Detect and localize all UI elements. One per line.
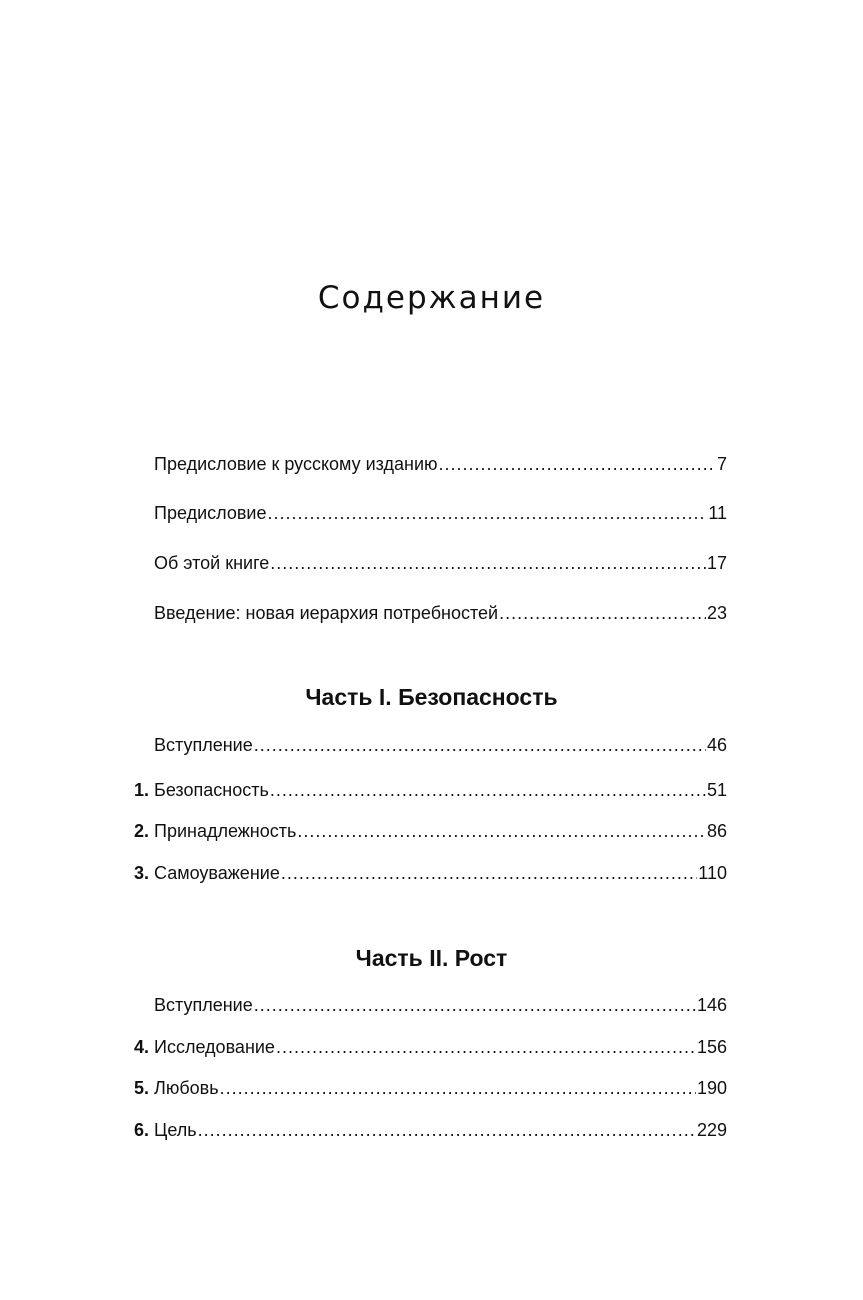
toc-entry-label: Цель xyxy=(154,1120,197,1140)
toc-chapter-number: 6. xyxy=(133,1120,149,1140)
toc-entry-label: Введение: новая иерархия потребностей xyxy=(154,603,499,623)
toc-dot-leader xyxy=(267,501,707,525)
toc-entry-label: Самоуважение xyxy=(154,863,280,883)
toc-entry-label: Безопасность xyxy=(154,780,269,800)
toc-chapter-number: 3. xyxy=(133,863,149,883)
toc-dot-leader xyxy=(270,778,706,802)
toc-entry-chapter-3[interactable] xyxy=(133,861,727,885)
toc-page-number: 7 xyxy=(716,454,727,474)
toc-entry-chapter-5[interactable] xyxy=(133,1076,727,1100)
page-title: Содержание xyxy=(317,280,546,316)
toc-chapter-number: 5. xyxy=(133,1078,149,1098)
toc-page-number: 146 xyxy=(696,995,727,1015)
toc-page-number: 229 xyxy=(696,1120,727,1140)
toc-page-number: 156 xyxy=(696,1037,727,1057)
toc-page-number: 51 xyxy=(706,780,727,800)
toc-dot-leader xyxy=(254,993,696,1017)
toc-dot-leader xyxy=(499,601,706,625)
toc-entry-foreword[interactable] xyxy=(154,501,727,525)
toc-entry-label: Исследование xyxy=(154,1037,275,1057)
toc-entry-foreword-russian[interactable] xyxy=(154,452,727,476)
toc-dot-leader xyxy=(270,551,706,575)
toc-entry-chapter-6[interactable] xyxy=(133,1118,727,1142)
part-2-heading: Часть II. Рост xyxy=(355,945,508,971)
toc-page-number: 110 xyxy=(698,863,727,883)
toc-dot-leader xyxy=(297,819,706,843)
toc-page-number: 46 xyxy=(706,735,727,755)
toc-chapter-number: 1. xyxy=(133,780,149,800)
toc-entry-chapter-4[interactable] xyxy=(133,1035,727,1059)
toc-entry-part1-intro[interactable] xyxy=(154,733,727,757)
toc-entry-label: Вступление xyxy=(154,995,253,1015)
toc-page-number: 190 xyxy=(696,1078,727,1098)
toc-page-number: 17 xyxy=(706,553,727,573)
toc-entry-label: Любовь xyxy=(154,1078,219,1098)
toc-entry-part2-intro[interactable] xyxy=(154,993,727,1017)
toc-chapter-number: 4. xyxy=(133,1037,149,1057)
toc-dot-leader xyxy=(281,861,697,885)
toc-entry-about-book[interactable] xyxy=(154,551,727,575)
toc-chapter-number: 2. xyxy=(133,821,149,841)
toc-dot-leader xyxy=(254,733,706,757)
toc-dot-leader xyxy=(220,1076,696,1100)
part-1-heading: Часть I. Безопасность xyxy=(305,684,558,710)
toc-entry-chapter-1[interactable] xyxy=(133,778,727,802)
toc-entry-label: Вступление xyxy=(154,735,253,755)
toc-entry-label: Предисловие xyxy=(154,503,267,523)
toc-dot-leader xyxy=(276,1035,696,1059)
toc-entry-introduction[interactable] xyxy=(154,601,727,625)
toc-entry-label: Предисловие к русскому изданию xyxy=(154,454,438,474)
toc-page-number: 11 xyxy=(708,503,727,523)
toc-dot-leader xyxy=(439,452,716,476)
toc-page-number: 23 xyxy=(706,603,727,623)
toc-entry-chapter-2[interactable] xyxy=(133,819,727,843)
toc-dot-leader xyxy=(198,1118,696,1142)
toc-page-number: 86 xyxy=(706,821,727,841)
toc-entry-label: Принадлежность xyxy=(154,821,297,841)
toc-entry-label: Об этой книге xyxy=(154,553,270,573)
